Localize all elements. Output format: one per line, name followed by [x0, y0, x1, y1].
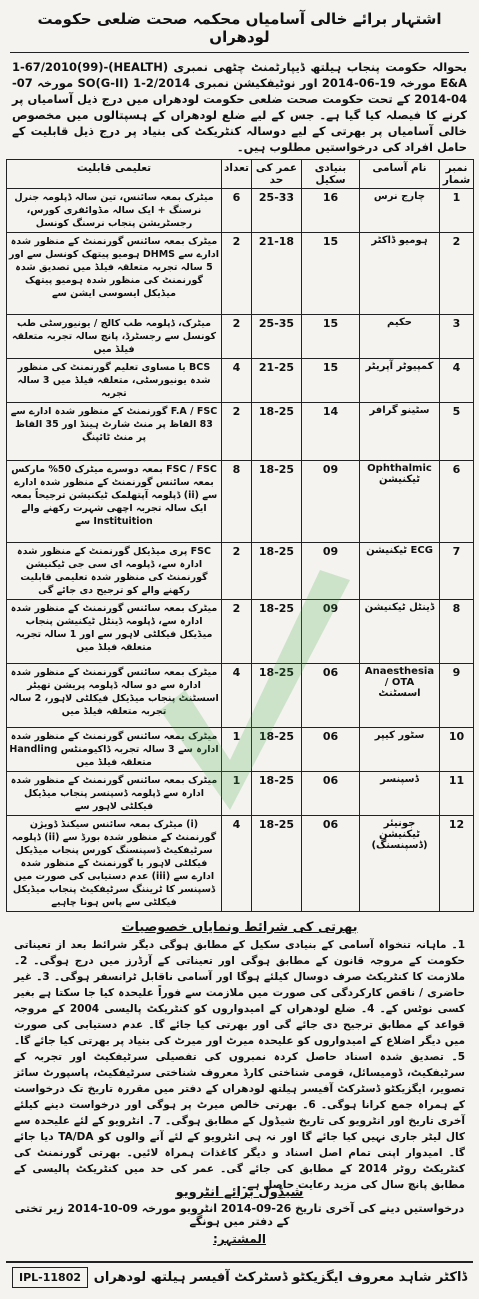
announcer-label: المشتہر:	[212, 1232, 267, 1246]
cell-count: 1	[222, 728, 252, 772]
cell-scale: 09	[302, 600, 360, 664]
table-row	[7, 315, 474, 359]
terms-title: بھرتی کی شرائط ونمایاں خصوصیات	[121, 920, 358, 935]
table-row	[7, 728, 474, 772]
table-row	[7, 664, 474, 728]
cell-age: 21-18	[252, 233, 302, 315]
cell-serial: 1	[440, 189, 474, 233]
footer	[6, 1261, 473, 1291]
header-age: عمر کی حد	[252, 160, 302, 189]
cell-scale: 06	[302, 728, 360, 772]
cell-count: 2	[222, 543, 252, 600]
cell-scale: 09	[302, 461, 360, 543]
signer-name: ڈاکٹر شاہد معروف ایگزیکٹو ڈسٹرکٹ آفیسر ہیلتھ لودھراں	[93, 1269, 468, 1285]
cell-serial: 11	[440, 772, 474, 816]
table-row	[7, 359, 474, 403]
cell-post: کمپیوٹر آپریٹر	[360, 359, 440, 403]
cell-age: 18-25	[252, 772, 302, 816]
terms-text: 1۔ ماہانہ تنخواہ آسامی کے بنیادی سکیل کے مطابق ہوگی دیگر شرائط بعد از تعیناتی حکومت کے مروجہ قانون کے مطابق ہوگی اور تعیناتی کے آرڈرز میں درج ہوگی۔ 2۔ ملازمت کا کنٹریکٹ صرف دوسال کیلئے ہوگا اور آسامی ناقابل ٹرانسفر ہوگی۔ 3۔ غیر حاضری / ناقص کارکردگی کی صورت میں ملازمت سے فوراً علیحدہ کیا جا سکتا ہے بغیر کسی نوٹس کے۔ 4۔ ضلع لودھراں کے امیدواروں کو کنٹریکٹ پالیسی 2004 کے مروجہ قواعد کے مطابق ترجیح دی جائے گی اور بھرتی کیا جائے گا۔ عدم دستیابی کی صورت میں دیگر اضلاع کے امیدواروں کو علیحدہ میرٹ اور میرٹ کی بنیاد پر بھرتی کیا جائے گا۔ 5۔ تصدیق شدہ اسناد حاصل کردہ نمبروں کی تفصیلی سرٹیفکیٹ اور تجربہ کے سرٹیفکیٹ، ڈومیسائل، قومی شناختی کارڈ معروف شناختی سرٹیفکیٹ، پاسپورٹ سائز تصویر، ایگزیکٹو ڈسٹرکٹ آفیسر ہیلتھ لودھراں کے دفتر میں مقررہ تاریخ تک درخواست کے ہمراہ جمع کرانا ہوگی۔ 6۔ بھرتی خالص میرٹ پر ہوگی اور درخواست دینے کیلئے آخری تاریخ اور انٹرویو کی تاریخ شیڈول کے مطابق ہوگی۔ 7۔ انٹرویو کے لئے علیحدہ سے کال لیٹر جاری نہیں کیا جائے گا اور نہ ہی انٹرویو کے لئے آنے والوں کو TA/DA دیا جائے گا۔ امیدوار اپنی تمام اصل اسناد و دیگر کاغذات ہمراہ لائیں۔ بھرتی گورنمنٹ کی کنٹریکٹ روٹر 2014 کے مطابق کی جائے گی۔ عمر کی حد میں کنٹریکٹ پالیسی کے مطابق پانچ سال کی مزید رعایت حاصل ہے۔	[14, 939, 465, 1191]
cell-scale: 06	[302, 664, 360, 728]
cell-scale: 16	[302, 189, 360, 233]
header-count: تعداد	[222, 160, 252, 189]
cell-scale: 09	[302, 543, 360, 600]
ad-intro: بحوالہ حکومت پنجاب ہیلتھ ڈیپارٹمنٹ چٹھی نمبری (HEALTH)-1-67/2010(99) E&A مورخہ 19-06-2014 اور نوٹیفکیشن نمبری SO(G-II) 1-2/2014 مورخہ 07-04-2014 کے تحت حکومت صحت ضلعی حکومت لودھراں میں درج ذیل آسامیاں پر کرنے کا فیصلہ کیا گیا ہے۔ جس کے لیے ضلع لودھراں کے ہسپتالوں میں مخصوص خالی آسامیاں پر بھرتی کے لیے دوسالہ کنٹریکٹ کی بنیاد پر درج ذیل قابلیت کے حامل افراد کی درخواستیں مطلوب ہیں۔	[12, 60, 467, 154]
cell-count: 2	[222, 403, 252, 461]
cell-post: سٹور کیپر	[360, 728, 440, 772]
cell-serial: 6	[440, 461, 474, 543]
cell-qualification: میٹرک بمعہ سائنس گورنمنٹ کے منظور شدہ ادارے سے DHMS ہومیو پیتھک کونسل سے اور 5 سالہ تجربہ متعلقہ فیلڈ میں تصدیق شدہ گورنمنٹ کی منظور شدہ ہومیو پیتھک میڈیکل ایسوسی ایشن سے	[7, 233, 222, 315]
cell-post: Ophthalmic ٹیکنیشن	[360, 461, 440, 543]
table-row	[7, 816, 474, 912]
cell-qualification: (i) میٹرک بمعہ سائنس سیکنڈ ڈویژن گورنمنٹ کے منظور شدہ بورڈ سے (ii) ڈپلومہ سرٹیفکیٹ ڈسپنسنگ کورس پنجاب میڈیکل فیکلٹی لاہور یا گورنمنٹ کے منظور شدہ ادارے سے (iii) عدم دستیابی کی صورت میں ڈسپنسر کا ٹریننگ سرٹیفکیٹ پنجاب میڈیکل فیکلٹی سے پاس ہونا چاہیے	[7, 816, 222, 912]
ad-title: اشتہار برائے خالی آسامیاں محکمہ صحت ضلعی حکومت لودھراں	[10, 6, 469, 53]
cell-serial: 2	[440, 233, 474, 315]
cell-scale: 06	[302, 816, 360, 912]
header-serial: نمبر شمار	[440, 160, 474, 189]
cell-qualification: FSC پری میڈیکل گورنمنٹ کے منظور شدہ ادارہ سے، ڈپلومہ ای سی جی ٹیکنیشن گورنمنٹ کی منظور شدہ تعلیمی قابلیت رکھنے والے کو ترجیح دی جائے گی	[7, 543, 222, 600]
cell-count: 2	[222, 315, 252, 359]
cell-age: 18-25	[252, 403, 302, 461]
table-row	[7, 772, 474, 816]
header-qualification: تعلیمی قابلیت	[7, 160, 222, 189]
cell-qualification: میٹرک بمعہ سائنس گورنمنٹ کے منظور شدہ ادارہ سے 3 سالہ تجربہ ڈاکیومنٹس Handling متعلقہ فیلڈ میں	[7, 728, 222, 772]
cell-age: 18-25	[252, 600, 302, 664]
cell-count: 2	[222, 600, 252, 664]
table-header-row	[7, 160, 474, 189]
cell-age: 18-25	[252, 728, 302, 772]
cell-scale: 15	[302, 359, 360, 403]
cell-post: ECG ٹیکنیشن	[360, 543, 440, 600]
vacancies-table	[6, 159, 474, 912]
cell-serial: 3	[440, 315, 474, 359]
cell-count: 2	[222, 233, 252, 315]
cell-age: 18-25	[252, 816, 302, 912]
cell-serial: 10	[440, 728, 474, 772]
cell-qualification: میٹرک بمعہ سائنس گورنمنٹ کے منظور شدہ ادارہ سے دو سالہ ڈپلومہ پریشن تھیٹر اسسٹنٹ پنجاب میڈیکل فیکلٹی لاہور، 2 سالہ تجربہ متعلقہ فیلڈ میں	[7, 664, 222, 728]
header-post: نام آسامی	[360, 160, 440, 189]
cell-qualification: میٹرک بمعہ سائنس، تین سالہ ڈپلومہ جنرل نرسنگ + ایک سالہ مڈوائفری کورس، رجسٹریشن پنجاب نرسنگ کونسل	[7, 189, 222, 233]
cell-count: 4	[222, 359, 252, 403]
cell-scale: 15	[302, 315, 360, 359]
cell-age: 18-25	[252, 664, 302, 728]
cell-age: 18-25	[252, 543, 302, 600]
cell-qualification: میٹرک بمعہ سائنس گورنمنٹ کے منظور شدہ ادارہ سے، ڈپلومہ ڈینٹل ٹیکنیشن پنجاب میڈیکل فیکلٹی لاہور سے اور 1 سالہ تجربہ متعلقہ فیلڈ میں	[7, 600, 222, 664]
table-row	[7, 543, 474, 600]
cell-count: 4	[222, 816, 252, 912]
cell-post: ڈسپنسر	[360, 772, 440, 816]
cell-post: جونیئر ٹیکنیشن (ڈسپنسنگ)	[360, 816, 440, 912]
cell-post: Anaesthesia / OTA اسسٹنٹ	[360, 664, 440, 728]
cell-qualification: F.A / FSC گورنمنٹ کے منظور شدہ ادارے سے 83 الفاظ پر منٹ شارٹ ہینڈ اور 35 الفاظ پر منٹ ٹائپنگ	[7, 403, 222, 461]
cell-age: 18-25	[252, 461, 302, 543]
cell-serial: 12	[440, 816, 474, 912]
cell-serial: 4	[440, 359, 474, 403]
table-row	[7, 189, 474, 233]
cell-qualification: BCS یا مساوی تعلیم گورنمنٹ کی منظور شدہ یونیورسٹی، متعلقہ فیلڈ میں 3 سالہ تجربہ	[7, 359, 222, 403]
cell-scale: 15	[302, 233, 360, 315]
cell-qualification: میٹرک، ڈپلومہ طب کالج / یونیورسٹی طب کونسل سے رجسٹرڈ، پانچ سالہ تجربہ متعلقہ فیلڈ میں	[7, 315, 222, 359]
table-row	[7, 461, 474, 543]
cell-post: حکیم	[360, 315, 440, 359]
cell-serial: 7	[440, 543, 474, 600]
cell-serial: 8	[440, 600, 474, 664]
cell-scale: 14	[302, 403, 360, 461]
cell-age: 21-25	[252, 359, 302, 403]
ipl-code: IPL-11802	[12, 1267, 88, 1288]
cell-count: 6	[222, 189, 252, 233]
table-row	[7, 600, 474, 664]
cell-age: 25-35	[252, 315, 302, 359]
cell-post: سٹینو گرافر	[360, 403, 440, 461]
table-row	[7, 403, 474, 461]
interview-title: شیڈول برائے انٹرویو	[175, 1185, 304, 1200]
cell-count: 1	[222, 772, 252, 816]
cell-qualification: میٹرک بمعہ سائنس گورنمنٹ کے منظور شدہ ادارہ سے ڈپلومہ ڈسپنسر پنجاب میڈیکل فیکلٹی لاہور سے	[7, 772, 222, 816]
cell-serial: 5	[440, 403, 474, 461]
cell-count: 8	[222, 461, 252, 543]
cell-qualification: FSC / FSC بمعہ دوسرے میٹرک 50% مارکس بمعہ سائنس گورنمنٹ کے منظور شدہ ادارے سے (ii) ڈپلومہ آپتھلمک ٹیکنیشن ترجیحاً بمعہ ایک سالہ تجربہ اچھی شہرت رکھنے والے Instituition سے	[7, 461, 222, 543]
table-row	[7, 233, 474, 315]
cell-count: 4	[222, 664, 252, 728]
cell-post: ہومیو ڈاکٹر	[360, 233, 440, 315]
cell-post: چارج نرس	[360, 189, 440, 233]
cell-age: 25-33	[252, 189, 302, 233]
header-scale: بنیادی سکیل	[302, 160, 360, 189]
cell-post: ڈینٹل ٹیکنیشن	[360, 600, 440, 664]
cell-scale: 06	[302, 772, 360, 816]
cell-serial: 9	[440, 664, 474, 728]
interview-text: درخواستیں دینے کی آخری تاریخ 26-09-2014 انٹرویو مورخہ 09-10-2014 زیر تختی کے دفتر میں ہونگے	[14, 1202, 465, 1228]
